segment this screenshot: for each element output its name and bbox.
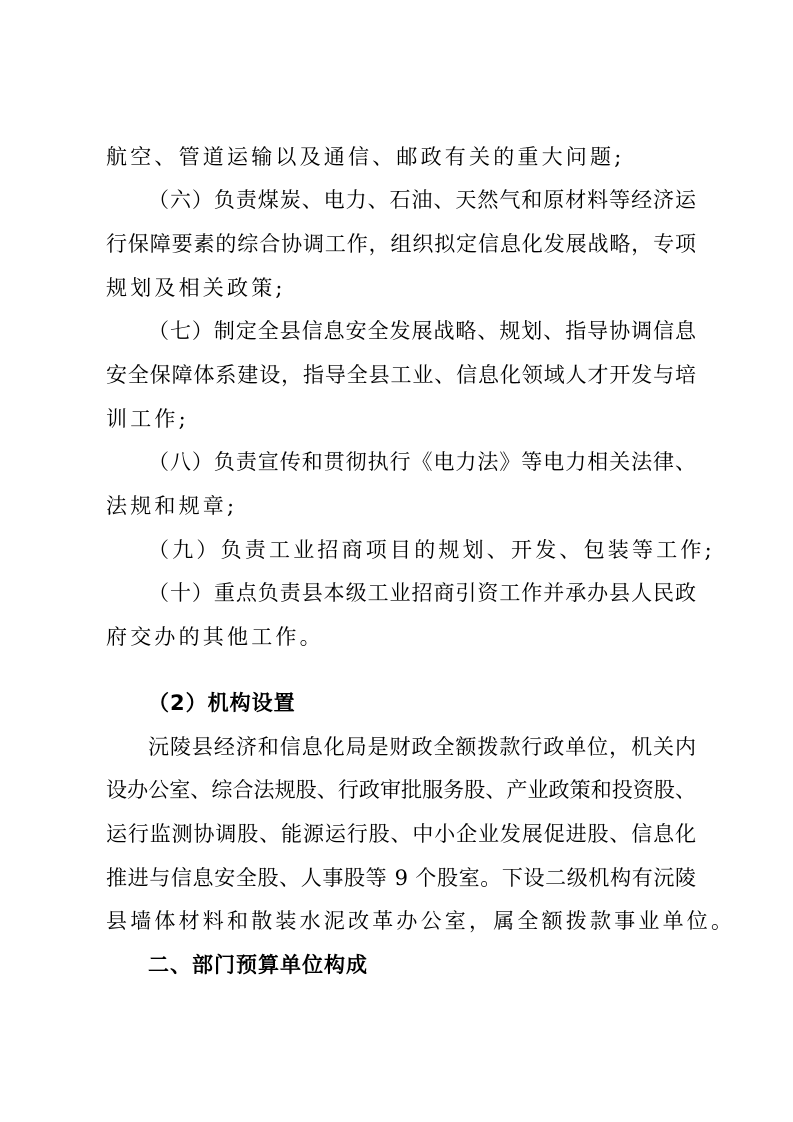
paragraph-line: 运行监测协调股、能源运行股、中小企业发展促进股、信息化 (106, 822, 696, 846)
paragraph-line: （十）重点负责县本级工业招商引资工作并承办县人民政 (148, 581, 696, 605)
paragraph-line: 县墙体材料和散装水泥改革办公室，属全额拨款事业单位。 (106, 909, 736, 933)
main-heading: 二、部门预算单位构成 (148, 953, 368, 977)
paragraph-line: （七）制定全县信息安全发展战略、规划、指导协调信息 (148, 319, 696, 343)
paragraph-line: 府交办的其他工作。 (106, 625, 324, 649)
paragraph-line: 航空、管道运输以及通信、邮政有关的重大问题; (106, 145, 625, 169)
paragraph-line: （九）负责工业招商项目的规划、开发、包装等工作; (148, 538, 715, 562)
paragraph-line: 规划及相关政策; (106, 276, 286, 300)
paragraph-line: 推进与信息安全股、人事股等 9 个股室。下设二级机构有沅陵 (106, 866, 696, 890)
paragraph-line: 训工作; (106, 407, 189, 431)
paragraph-line: 法规和规章; (106, 494, 238, 518)
paragraph-line: 设办公室、综合法规股、行政审批服务股、产业政策和投资股、 (106, 778, 696, 802)
paragraph-line: （六）负责煤炭、电力、石油、天然气和原材料等经济运 (148, 188, 696, 212)
paragraph-line: 行保障要素的综合协调工作，组织拟定信息化发展战略，专项 (106, 232, 696, 256)
section-heading: （2）机构设置 (148, 691, 296, 715)
paragraph-line: （八）负责宣传和贯彻执行《电力法》等电力相关法律、 (148, 450, 696, 474)
paragraph-line: 安全保障体系建设，指导全县工业、信息化领域人才开发与培 (106, 363, 696, 387)
paragraph-line: 沅陵县经济和信息化局是财政全额拨款行政单位，机关内 (148, 735, 696, 759)
